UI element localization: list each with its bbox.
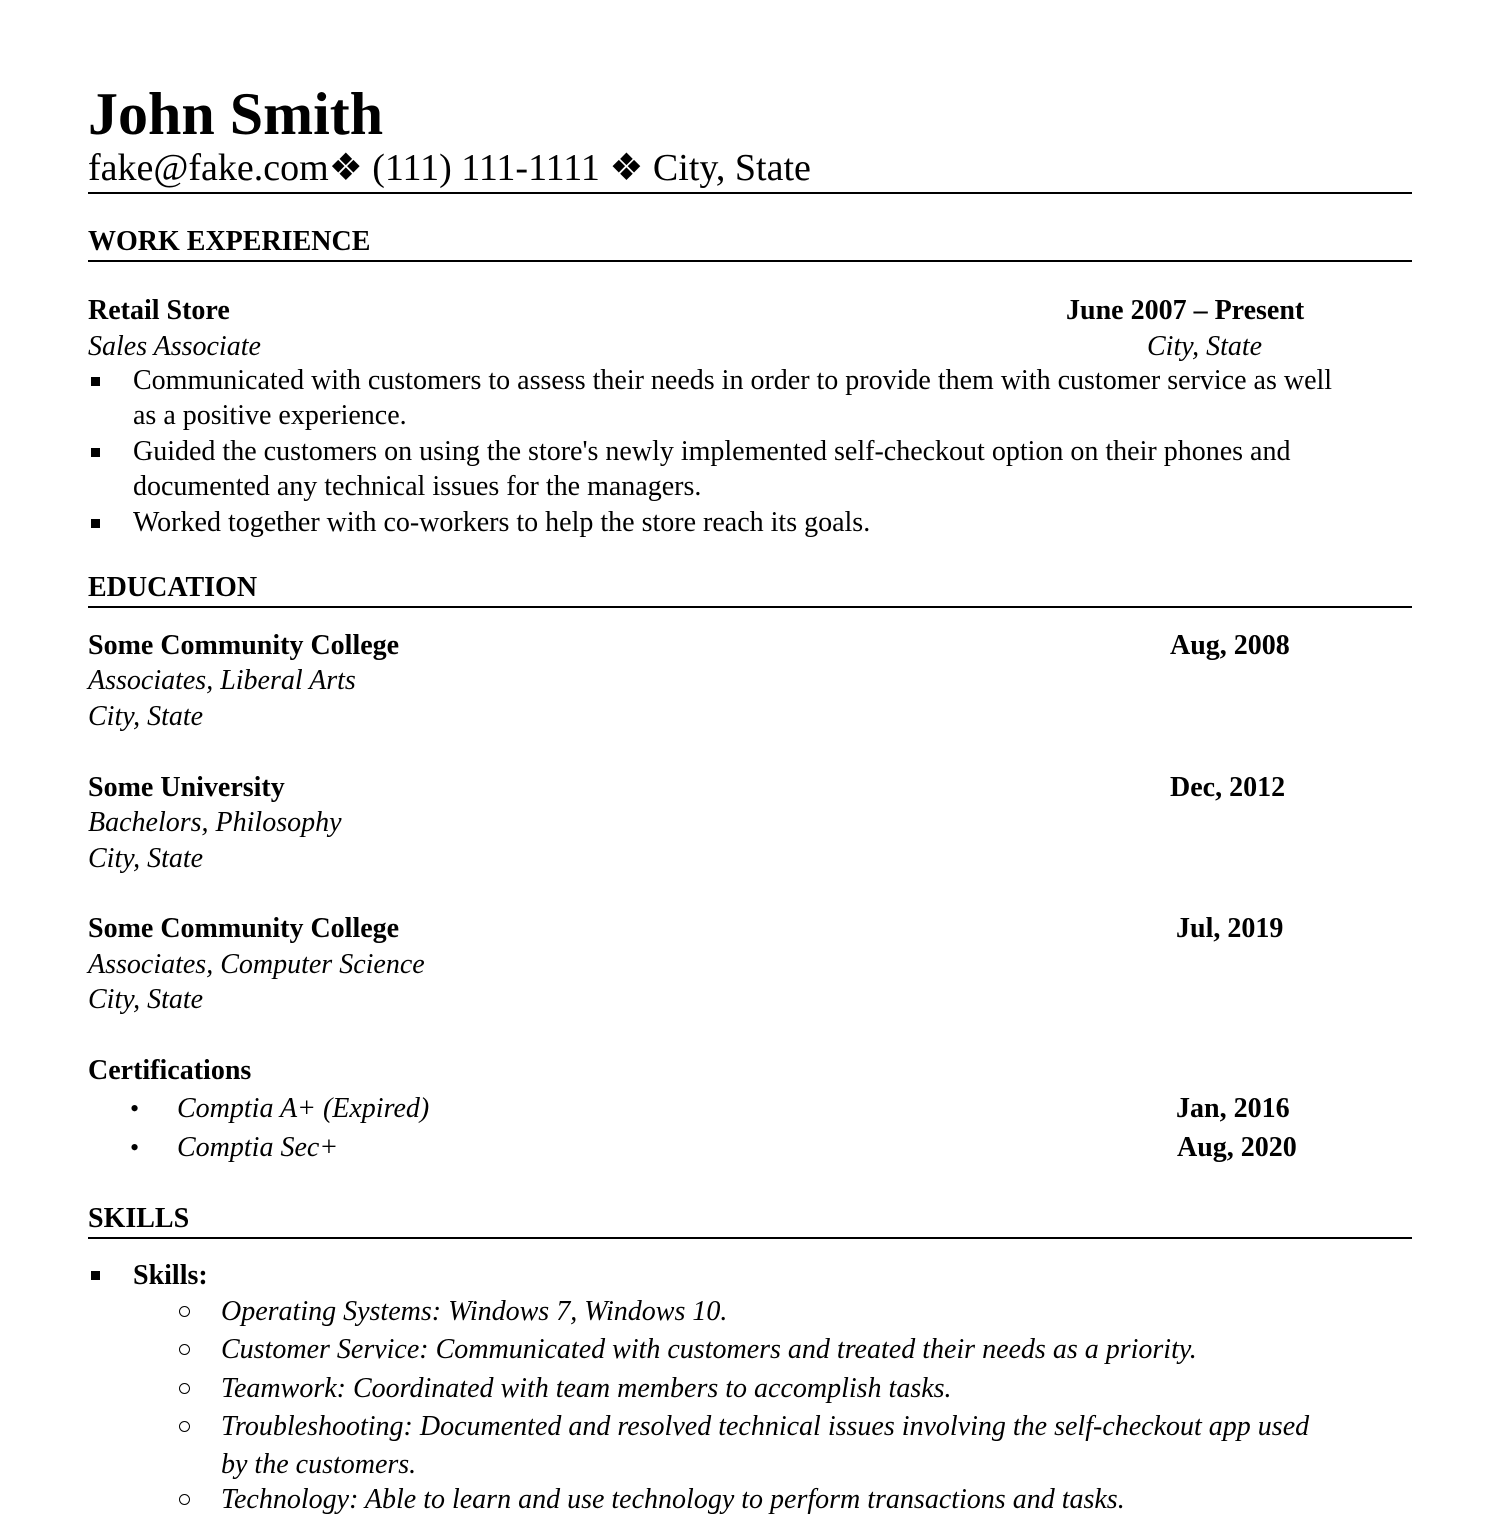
school-date: Dec, 2012 — [1170, 772, 1286, 803]
school-date: Aug, 2008 — [1170, 630, 1290, 661]
bullet-circle-icon — [179, 1306, 190, 1317]
skill-item: Teamwork: Coordinated with team members to accomplish tasks. — [221, 1373, 952, 1404]
section-title-education: EDUCATION — [88, 572, 258, 603]
bullet-square-icon — [91, 519, 100, 528]
bullet-dot-icon: • — [130, 1094, 140, 1123]
section-title-work: WORK EXPERIENCE — [88, 226, 371, 257]
skill-item: Operating Systems: Windows 7, Windows 10. — [221, 1296, 728, 1327]
skill-item-continuation: by the customers. — [221, 1449, 417, 1480]
bullet-circle-icon — [179, 1383, 190, 1394]
certification-name: Comptia A+ (Expired) — [177, 1093, 430, 1124]
school-degree: Bachelors, Philosophy — [88, 807, 342, 838]
certification-date: Jan, 2016 — [1176, 1093, 1290, 1124]
school-degree: Associates, Computer Science — [88, 949, 425, 980]
certification-name: Comptia Sec+ — [177, 1132, 339, 1163]
education-divider — [88, 606, 1412, 608]
bullet-square-icon — [91, 1271, 100, 1280]
school-location: City, State — [88, 843, 204, 874]
work-divider — [88, 260, 1412, 262]
school-degree: Associates, Liberal Arts — [88, 665, 356, 696]
bullet-square-icon — [91, 448, 100, 457]
school-date: Jul, 2019 — [1176, 913, 1284, 944]
bullet-circle-icon — [179, 1344, 190, 1355]
job-location: City, State — [1147, 331, 1263, 362]
certification-date: Aug, 2020 — [1177, 1132, 1297, 1163]
bullet-square-icon — [91, 377, 100, 386]
skill-item: Troubleshooting: Documented and resolved technical issues involving the self-checkout app used — [221, 1411, 1310, 1442]
candidate-name: John Smith — [88, 81, 384, 147]
job-bullet-line: Communicated with customers to assess their needs in order to provide them with customer service as well — [133, 365, 1333, 396]
school-name: Some Community College — [88, 630, 400, 661]
certifications-heading: Certifications — [88, 1055, 252, 1086]
skills-heading: Skills: — [133, 1260, 208, 1291]
job-role: Sales Associate — [88, 331, 261, 362]
contact-line: fake@fake.com❖ (111) 111-1111 ❖ City, State — [88, 147, 811, 189]
skill-item: Technology: Able to learn and use technology to perform transactions and tasks. — [221, 1484, 1125, 1515]
school-name: Some Community College — [88, 913, 400, 944]
school-location: City, State — [88, 984, 204, 1015]
skills-divider — [88, 1237, 1412, 1239]
header-divider — [88, 192, 1412, 194]
skill-item: Customer Service: Communicated with customers and treated their needs as a priority. — [221, 1334, 1197, 1365]
job-bullet-line: Guided the customers on using the store's newly implemented self-checkout option on their phones and — [133, 436, 1291, 467]
job-company: Retail Store — [88, 295, 230, 326]
job-bullet-line: Worked together with co-workers to help the store reach its goals. — [133, 507, 871, 538]
job-bullet-line: as a positive experience. — [133, 400, 407, 431]
section-title-skills: SKILLS — [88, 1203, 190, 1234]
job-bullet-line: documented any technical issues for the managers. — [133, 471, 702, 502]
job-dates: June 2007 – Present — [1066, 295, 1305, 326]
bullet-circle-icon — [179, 1421, 190, 1432]
bullet-dot-icon: • — [130, 1133, 140, 1162]
school-location: City, State — [88, 701, 204, 732]
school-name: Some University — [88, 772, 285, 803]
